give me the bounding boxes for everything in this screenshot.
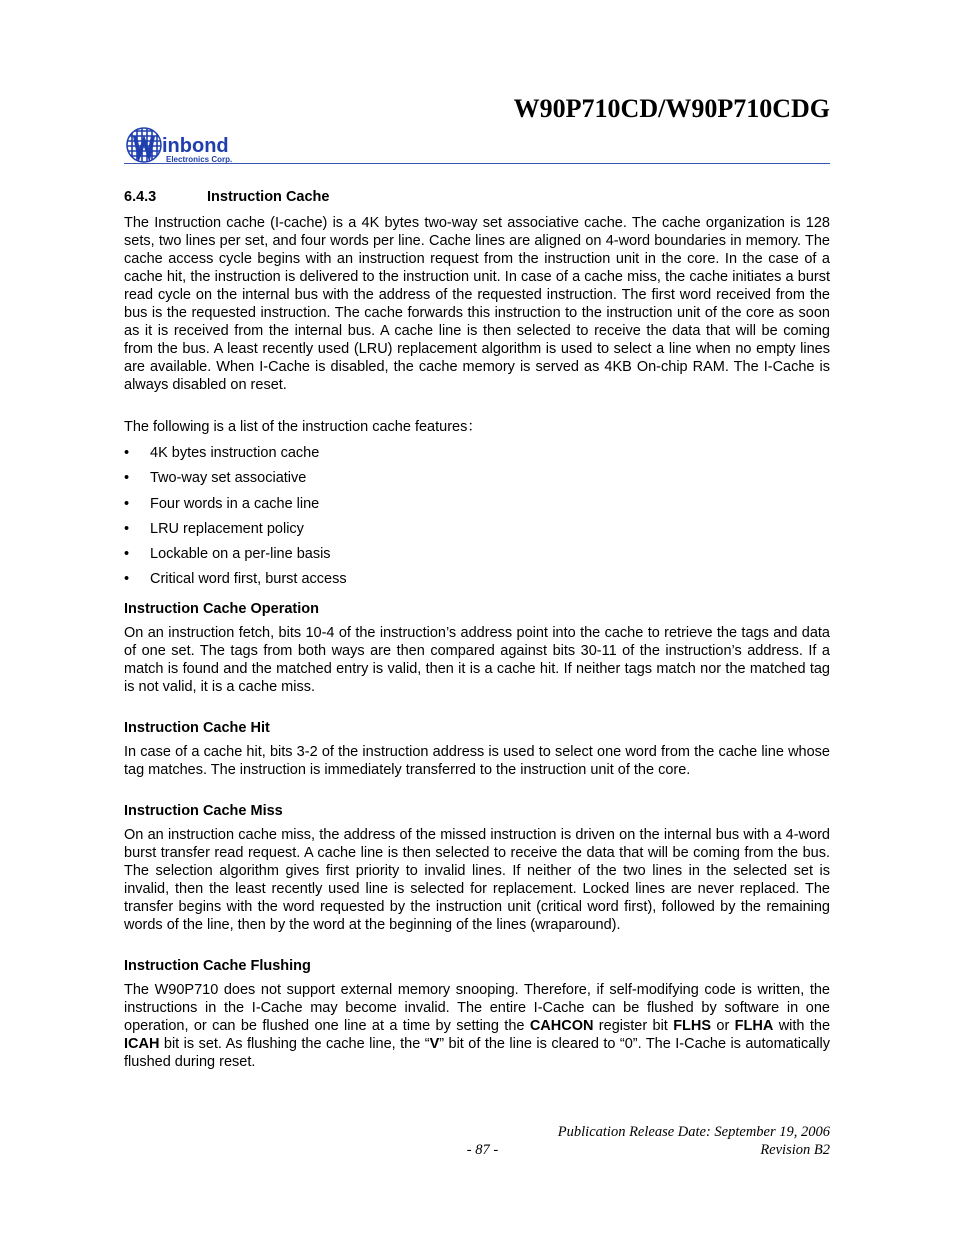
operation-paragraph: On an instruction fetch, bits 10-4 of the instruction’s address point into the cache to retrieve the tags and data of one set. The tags from both ways are then compared against bits 30-11 of the instruction’s address. If a match is found and the matched entry is valid, then it is a cache hit. If neither tags match nor the matched tag is not valid, it is a cache miss. xyxy=(124,625,830,696)
hit-heading: Instruction Cache Hit xyxy=(124,720,270,737)
register-name: CAHCON xyxy=(529,1018,594,1035)
footer-revision: Revision B2 xyxy=(760,1142,830,1158)
register-bit: ICAH xyxy=(124,1036,160,1053)
miss-paragraph: On an instruction cache miss, the address of the missed instruction is driven on the internal bus with a 4-word burst transfer read request. A cache line is then selected to receive the data that will be coming from the bus. The selection algorithm gives first priority to invalid lines. If neither of the two lines in the selected set is invalid, then the least recently used line is selected for replacement. Locked lines are never replaced. The transfer begins with the word requested by the instruction unit (critical word first), followed by the remaining words of the line, then by the word at the beginning of the lines (wraparound). xyxy=(124,827,830,934)
operation-heading: Instruction Cache Operation xyxy=(124,601,319,618)
features-lead: The following is a list of the instruction cache features： xyxy=(124,419,482,435)
flushing-text: or xyxy=(711,1018,735,1035)
list-item: • Critical word first, burst access xyxy=(124,570,830,588)
flushing-text: bit is set. As flushing the cache line, the “ xyxy=(159,1036,430,1053)
flushing-paragraph xyxy=(124,981,830,1071)
valid-bit: V xyxy=(429,1036,440,1053)
list-item: • Lockable on a per-line basis xyxy=(124,545,830,563)
flushing-text: register bit xyxy=(593,1018,674,1035)
section-heading xyxy=(124,188,830,206)
winbond-logo xyxy=(126,125,256,167)
footer-release-date: Publication Release Date: September 19, 2006 xyxy=(557,1124,830,1140)
feature-list xyxy=(124,444,830,588)
miss-heading: Instruction Cache Miss xyxy=(124,803,283,820)
flushing-text: with the xyxy=(773,1018,831,1035)
flushing-text: ” bit of the line is cleared to “0”. The I-Cache is automatically flushed during reset. xyxy=(124,1036,830,1071)
register-bit: FLHS xyxy=(673,1018,712,1035)
section-title: Instruction Cache xyxy=(207,189,330,205)
page-content xyxy=(124,188,830,1071)
list-item: • 4K bytes instruction cache xyxy=(124,444,830,462)
flushing-text: The W90P710 does not support external memory snooping. Therefore, if self-modifying code is written, the instructions in the I-Cache may become invalid. The entire I-Cache can be flushed by software in one operation, or can be flushed one line at a time by setting the xyxy=(124,982,830,1035)
logo-subtext: Electronics Corp. xyxy=(166,155,233,164)
footer-page-number: - 87 - xyxy=(466,1142,499,1158)
document-title: W90P710CD/W90P710CDG xyxy=(513,94,830,123)
logo-wordmark: inbond xyxy=(162,135,229,157)
flushing-heading: Instruction Cache Flushing xyxy=(124,958,311,975)
register-bit: FLHA xyxy=(734,1018,774,1035)
header-rule xyxy=(124,163,830,164)
hit-paragraph: In case of a cache hit, bits 3-2 of the instruction address is used to select one word from the cache line whose tag matches. The instruction is immediately transferred to the instruction unit of the core. xyxy=(124,744,830,779)
section-number: 6.4.3 xyxy=(124,189,157,205)
intro-paragraph: The Instruction cache (I-cache) is a 4K bytes two-way set associative cache. The cache organization is 128 sets, two lines per set, and four words per line. Cache lines are aligned on 4-word boundaries in memory. The cache access cycle begins with an instruction request from the instruction unit in the core. In the case of a cache hit, the instruction is delivered to the instruction unit. In case of a cache miss, the cache initiates a burst read cycle on the internal bus with the address of the requested instruction. The first word received from the bus is the requested instruction. The cache forwards this instruction to the instruction unit of the core as soon as it is received from the internal bus. A cache line is then selected to receive the data that will be coming from the bus. A least recently used (LRU) replacement algorithm is used to select a line when no empty lines are available. When I-Cache is disabled, the cache memory is served as 4KB On-chip RAM. The I-Cache is always disabled on reset. xyxy=(124,215,830,393)
list-item: • Four words in a cache line xyxy=(124,495,830,513)
list-item: • LRU replacement policy xyxy=(124,520,830,538)
list-item: • Two-way set associative xyxy=(124,469,830,487)
